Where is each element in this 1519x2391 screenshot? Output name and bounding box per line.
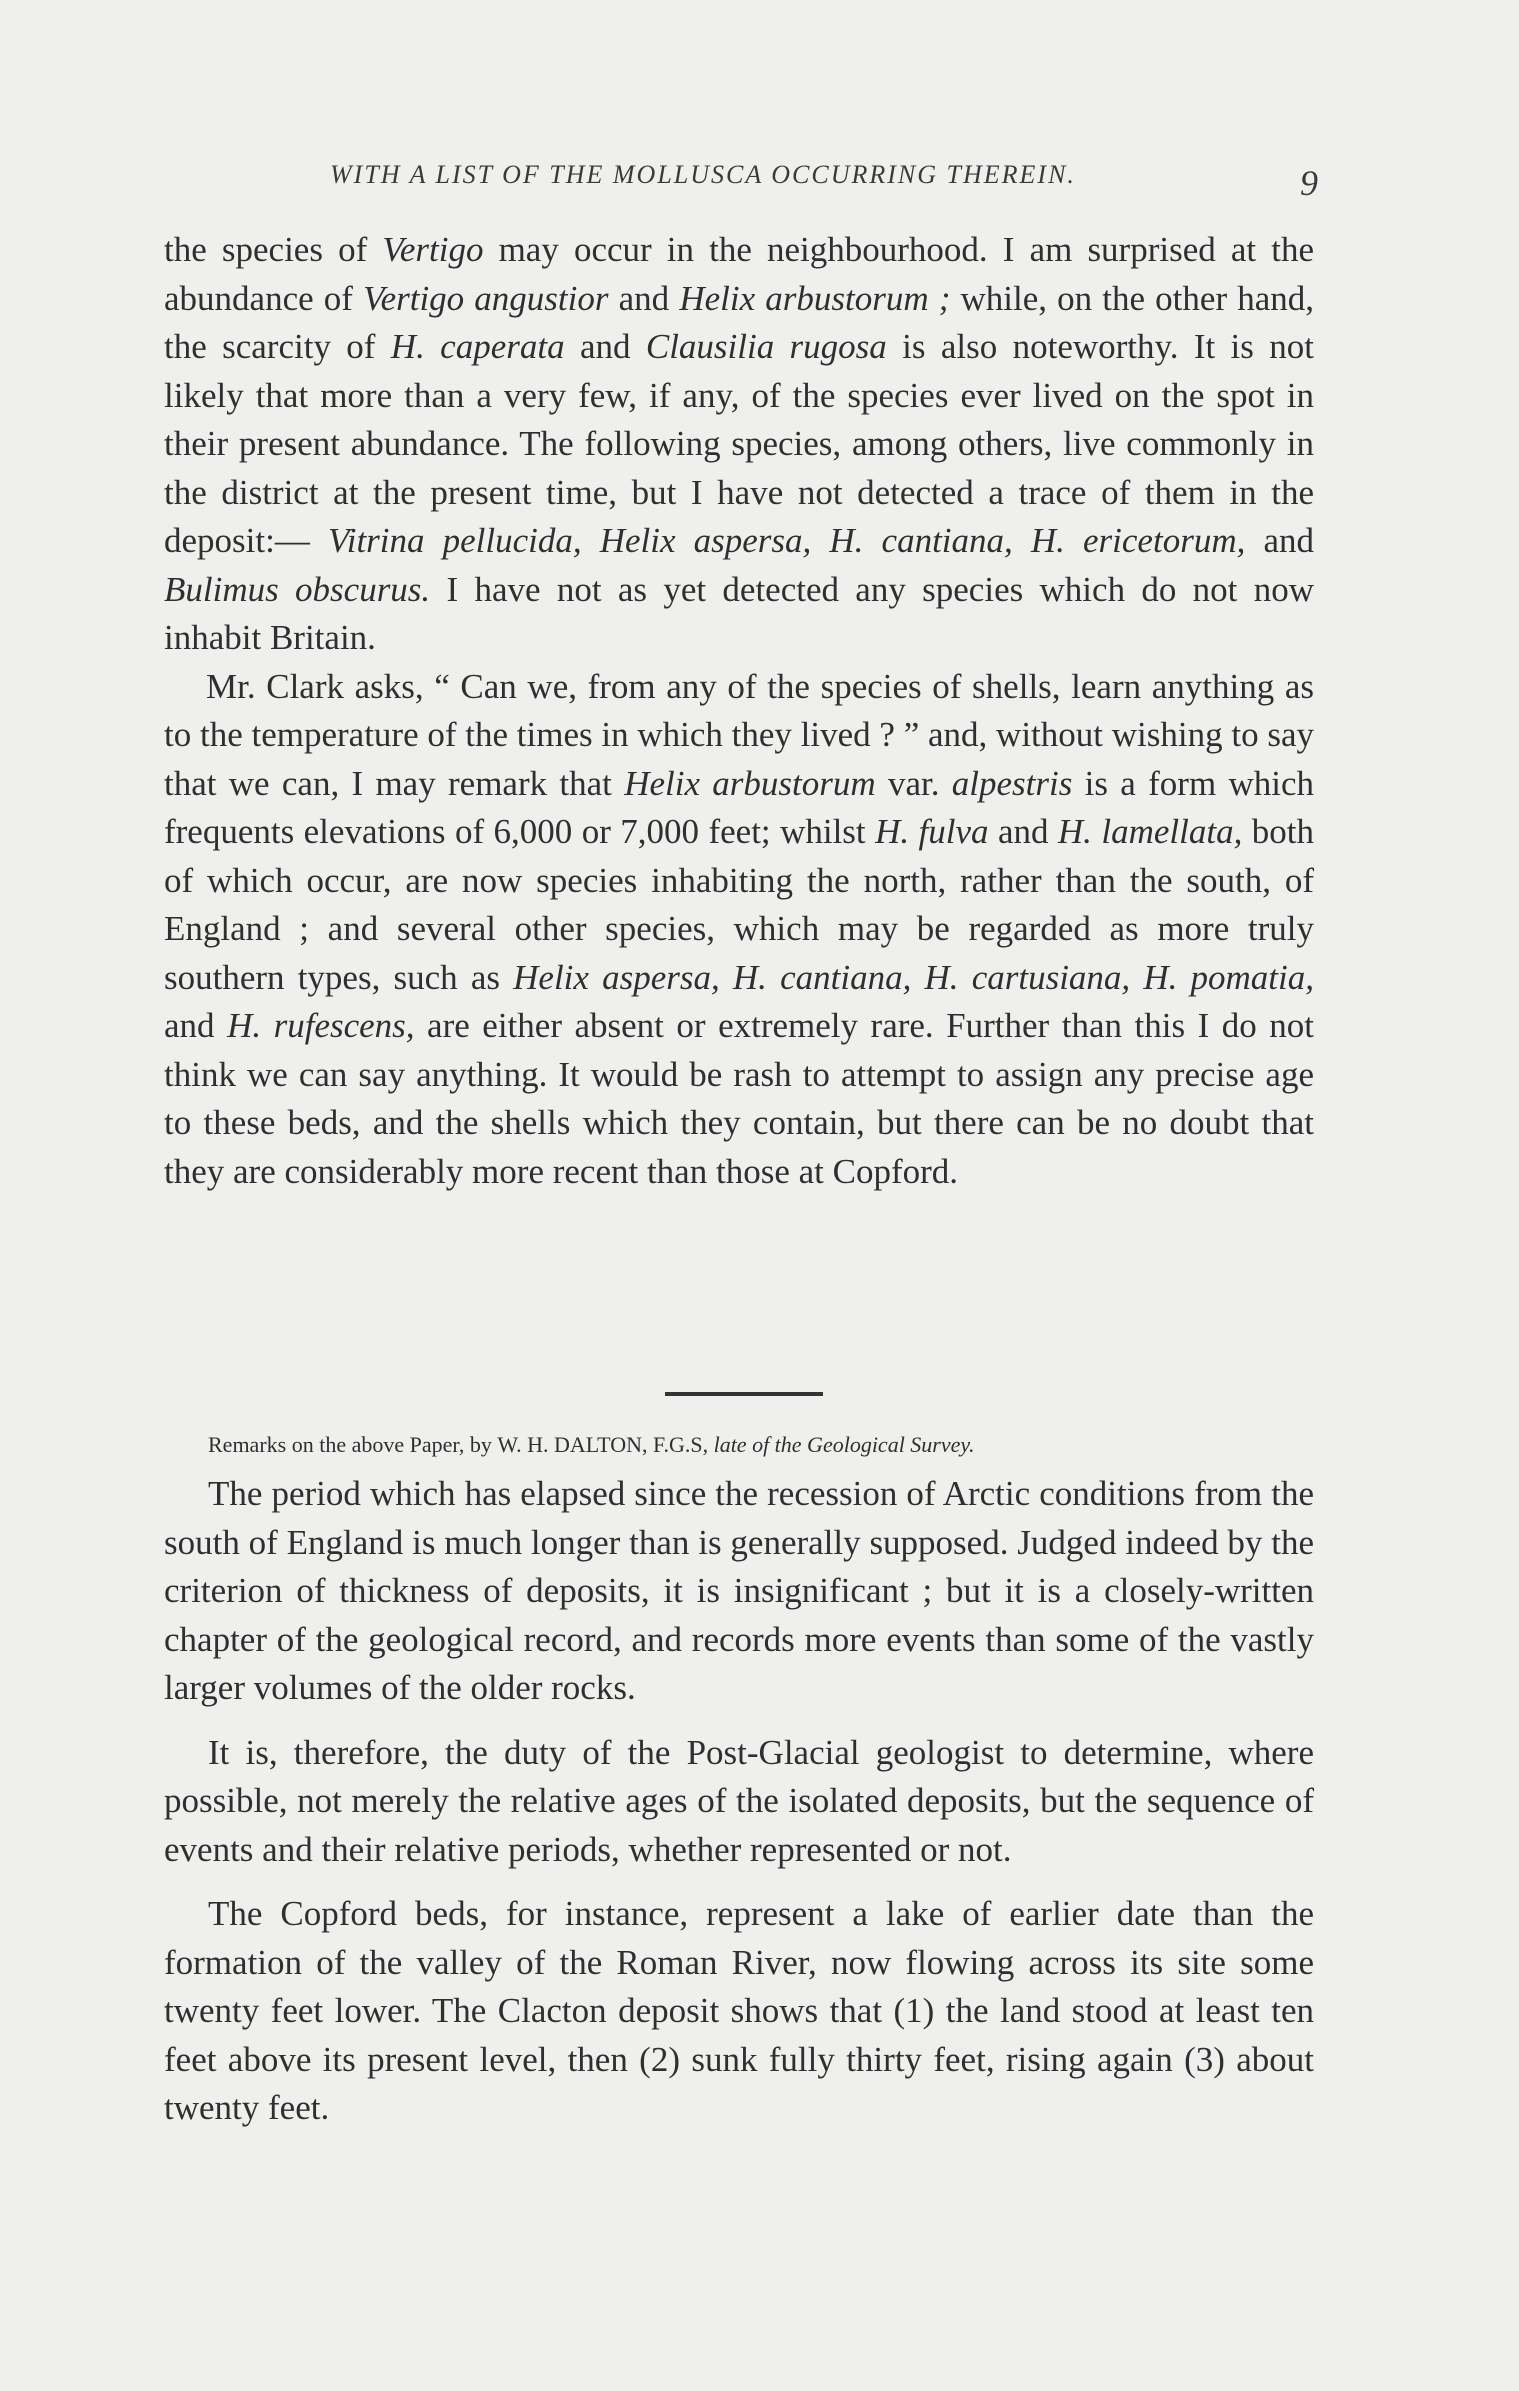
remarks-author: W. H. DALTON, F.G.S, bbox=[497, 1432, 709, 1457]
main-text bbox=[164, 226, 1314, 1196]
text-run: and bbox=[1245, 521, 1314, 560]
section-divider bbox=[665, 1392, 823, 1396]
paragraph bbox=[164, 663, 1314, 1197]
text-run: are either absent or extremely rare. Further than this I do not think we can say anything. It would be rash to attempt to assign any precise age to these beds, and the shells which they contain, but there can be no doubt that they are considerably more recent than those at Copford. bbox=[164, 1006, 1314, 1191]
paragraph: The period which has elapsed since the recession of Arctic conditions from the south of England is much longer than is generally supposed. Judged indeed by the criterion of thickness of deposits, it is insignificant ; but it is a closely-written chapter of the geological record, and records more events than some of the vastly larger volumes of the older rocks. bbox=[164, 1474, 1314, 1707]
italic-run: Vertigo bbox=[382, 230, 484, 269]
italic-run: Helix arbustorum ; bbox=[679, 278, 951, 318]
italic-run: Vertigo angustior bbox=[363, 278, 609, 318]
running-title: WITH A LIST OF THE MOLLUSCA OCCURRING THEREIN. bbox=[330, 160, 1076, 189]
text-run: and bbox=[564, 327, 646, 366]
remarks-prefix: Remarks on the above Paper, by bbox=[208, 1432, 498, 1457]
text-run: and bbox=[988, 812, 1058, 851]
italic-run: Helix aspersa, H. cantiana, H. cartusiana, H. pomatia, bbox=[513, 957, 1314, 997]
paragraph bbox=[164, 226, 1314, 663]
italic-run: alpestris bbox=[951, 763, 1073, 803]
italic-run: Clausilia rugosa bbox=[645, 327, 887, 366]
paragraph: The Copford beds, for instance, represent a lake of earlier date than the formation of the valley of the Roman River, now flowing across its site some twenty feet lower. The Clacton deposit shows that (1) the land stood at least ten feet above its present level, then (2) sunk fully thirty feet, rising again (3) about twenty feet. bbox=[164, 1894, 1314, 2127]
text-run: both of which occur, are now species inhabiting the north, rather than the south, of England ; and several other species, which may be regarded as more truly southern types, such as bbox=[164, 812, 1314, 997]
remarks-heading bbox=[208, 1432, 1318, 1458]
italic-run: Helix arbustorum bbox=[624, 763, 876, 803]
text-run: and bbox=[608, 278, 680, 318]
italic-run: Bulimus obscurus. bbox=[164, 569, 431, 609]
paragraph: It is, therefore, the duty of the Post-Glacial geologist to determine, where possible, not merely the relative ages of the isolated deposits, but the sequence of events and their relative periods, whether represented or not. bbox=[164, 1732, 1314, 1869]
remarks-suffix: late of the Geological Survey. bbox=[713, 1432, 975, 1457]
italic-run: Vitrina pellucida, Helix aspersa, H. cantiana, H. ericetorum, bbox=[327, 521, 1246, 560]
italic-run: H. rufescens, bbox=[227, 1006, 415, 1045]
text-run: I have not as yet detected any species which do not now inhabit Britain. bbox=[164, 569, 1314, 657]
remarks-text bbox=[164, 1470, 1314, 2149]
text-run: and bbox=[164, 1006, 228, 1045]
italic-run: H. fulva bbox=[875, 812, 989, 851]
text-run: var. bbox=[875, 763, 952, 803]
italic-run: H. lamellata, bbox=[1057, 812, 1243, 851]
italic-run: H. caperata bbox=[390, 327, 565, 366]
text-run: may occur in the neighbourhood. I am surprised at the abundance of bbox=[164, 230, 1315, 318]
page-number: 9 bbox=[1300, 163, 1318, 203]
text-run: while, on the other hand, the scarcity of bbox=[164, 278, 1315, 366]
text-run: is a form which frequents elevations of 6,000 or 7,000 feet; whilst bbox=[164, 763, 1315, 851]
text-run: is also noteworthy. It is not likely that more than a very few, if any, of the species ever lived on the spot in their present abundance. The following species, among others, live commonly in the district at the present time, but I have not detected a trace of them in the deposit:— bbox=[164, 327, 1314, 560]
text-run: Mr. Clark asks, “ Can we, from any of the species of shells, learn anything as to the temperature of the times in which they lived ? ” and, without wishing to say that we can, I may remark that bbox=[164, 666, 1314, 803]
text-run: the species of bbox=[164, 230, 383, 269]
